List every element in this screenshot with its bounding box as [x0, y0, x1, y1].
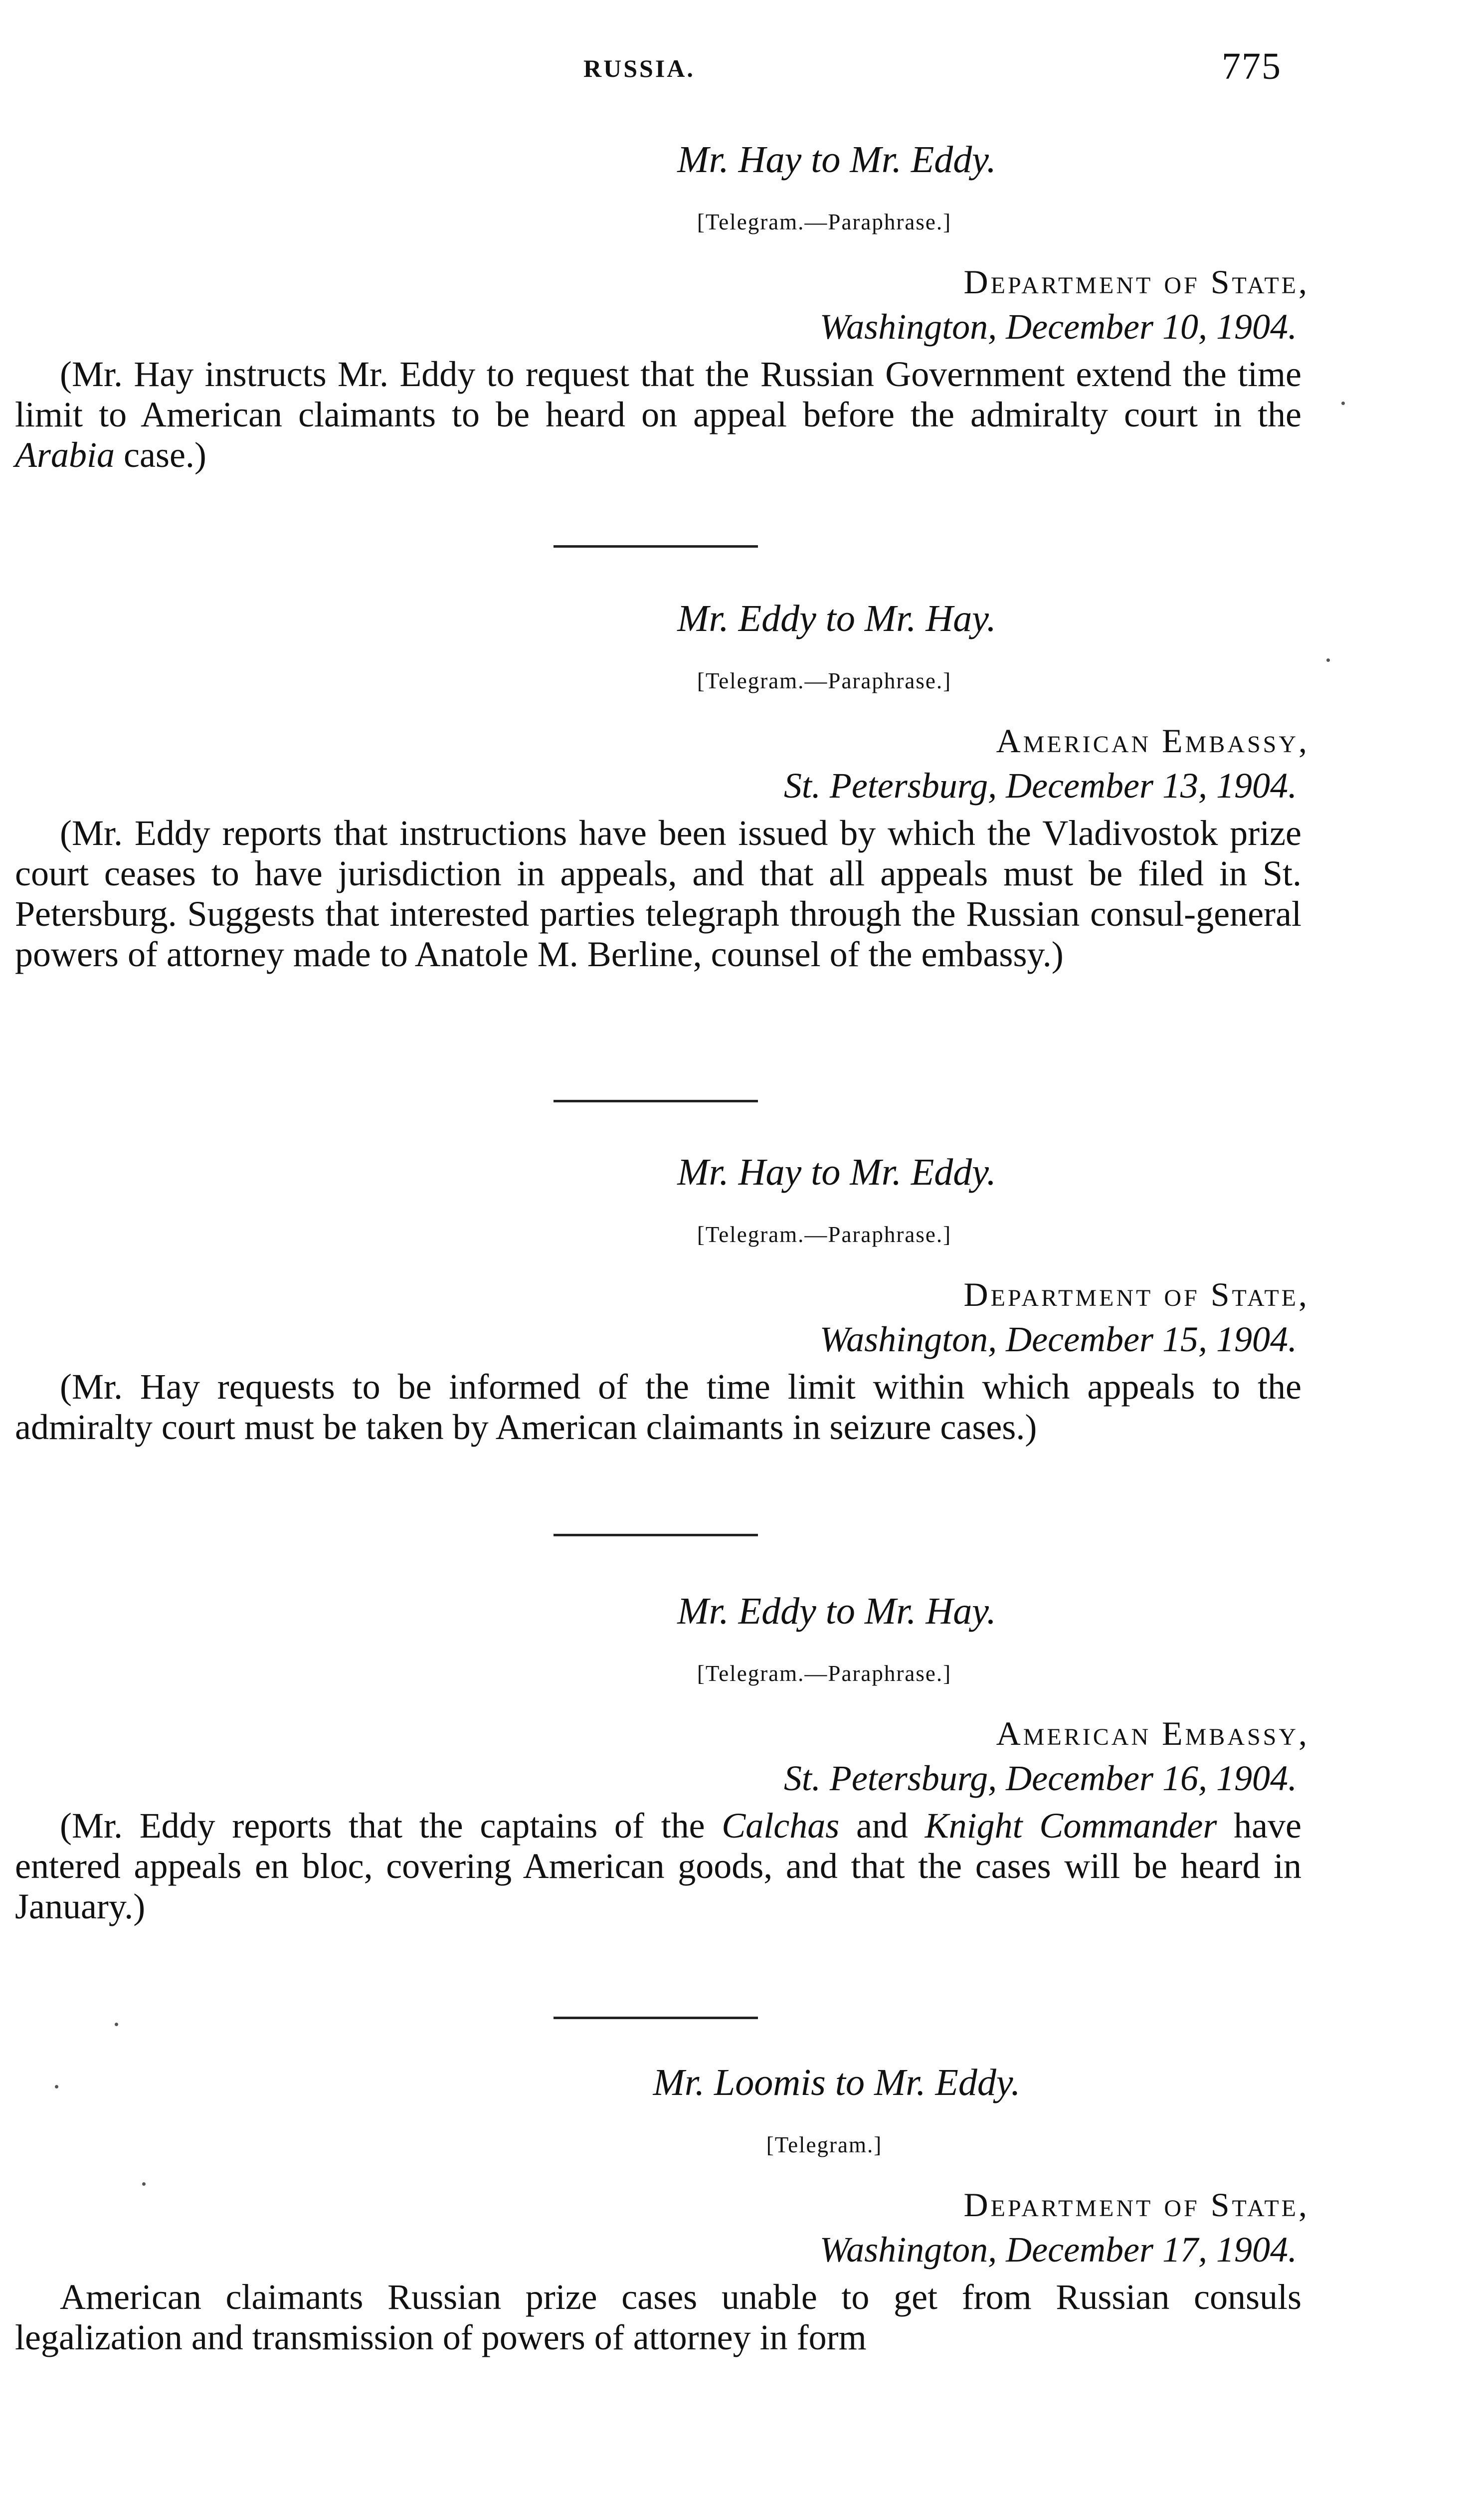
section-subheading: [Telegram.—Paraphrase.]: [697, 1661, 952, 1686]
ship-name: Knight Commander: [925, 1806, 1217, 1846]
scan-speck: [115, 2023, 118, 2026]
scan-speck: [1326, 658, 1330, 662]
section-divider: [554, 1100, 758, 1102]
running-title: RUSSIA.: [583, 54, 695, 82]
dateline: Washington, December 17, 1904.: [819, 2230, 1297, 2270]
message-body: American claimants Russian prize cases unable to get from Russian consuls legalization and transmission of powers of attorney in form: [15, 2277, 1301, 2357]
ship-name: Arabia: [15, 435, 115, 475]
section-heading: Mr. Hay to Mr. Eddy.: [677, 1151, 996, 1193]
section-heading: Mr. Eddy to Mr. Hay.: [677, 598, 996, 639]
body-text: (Mr. Hay instructs Mr. Eddy to request that the Russian Government extend the time limit to American claimants to be heard on appeal before the admiralty court in the: [15, 354, 1301, 434]
dateline: St. Petersburg, December 13, 1904.: [783, 766, 1297, 806]
telegram-section-3: [0, 1147, 1484, 1448]
running-head: [0, 45, 1484, 95]
section-divider: [554, 1534, 758, 1536]
body-text: case.): [115, 435, 206, 475]
message-body: (Mr. Eddy reports that instructions have been issued by which the Vladivostok prize court ceases to have jurisdiction in appeals, and that all appeals must be filed in St. Petersburg. Suggests that interested parties telegraph through the Russian consul-general powers of attorney made to Anatole M. Berline, counsel of the embassy.): [15, 813, 1301, 974]
telegram-section-4: [0, 1586, 1484, 1927]
sender-office: American Embassy,: [996, 1714, 1309, 1752]
section-subheading: [Telegram.—Paraphrase.]: [697, 668, 952, 693]
body-text: and: [839, 1806, 925, 1846]
section-subheading: [Telegram.—Paraphrase.]: [697, 209, 952, 234]
sender-office: American Embassy,: [996, 722, 1309, 760]
telegram-section-5: [0, 2058, 1484, 2358]
message-body: (Mr. Hay requests to be informed of the time limit within which appeals to the admiralty court must be taken by American claimants in seizure cases.): [15, 1367, 1301, 1447]
scan-speck: [55, 2085, 58, 2088]
sender-office: Department of State,: [963, 1275, 1309, 1313]
section-subheading: [Telegram.—Paraphrase.]: [697, 1222, 952, 1247]
scan-speck: [1341, 402, 1345, 405]
dateline: Washington, December 15, 1904.: [819, 1319, 1297, 1359]
section-heading: Mr. Loomis to Mr. Eddy.: [653, 2062, 1021, 2103]
section-heading: Mr. Hay to Mr. Eddy.: [677, 139, 996, 181]
body-text: have entered appeals en bloc, covering American goods, and that the cases will be heard in January.): [15, 1806, 1301, 1926]
dateline: Washington, December 10, 1904.: [819, 307, 1297, 347]
ship-name: Calchas: [722, 1806, 840, 1846]
page-number: 775: [1222, 45, 1282, 87]
telegram-section-1: [0, 135, 1484, 475]
section-subheading: [Telegram.]: [766, 2132, 883, 2157]
section-divider: [554, 545, 758, 548]
dateline: St. Petersburg, December 16, 1904.: [783, 1758, 1297, 1798]
telegram-section-2: [0, 594, 1484, 975]
sender-office: Department of State,: [963, 263, 1309, 301]
scan-speck: [142, 2182, 146, 2186]
sender-office: Department of State,: [963, 2186, 1309, 2224]
message-body: [15, 354, 1301, 475]
section-divider: [554, 2017, 758, 2019]
section-heading: Mr. Eddy to Mr. Hay.: [677, 1590, 996, 1632]
body-text: (Mr. Eddy reports that the captains of the: [60, 1806, 722, 1846]
message-body: [15, 1806, 1301, 1927]
